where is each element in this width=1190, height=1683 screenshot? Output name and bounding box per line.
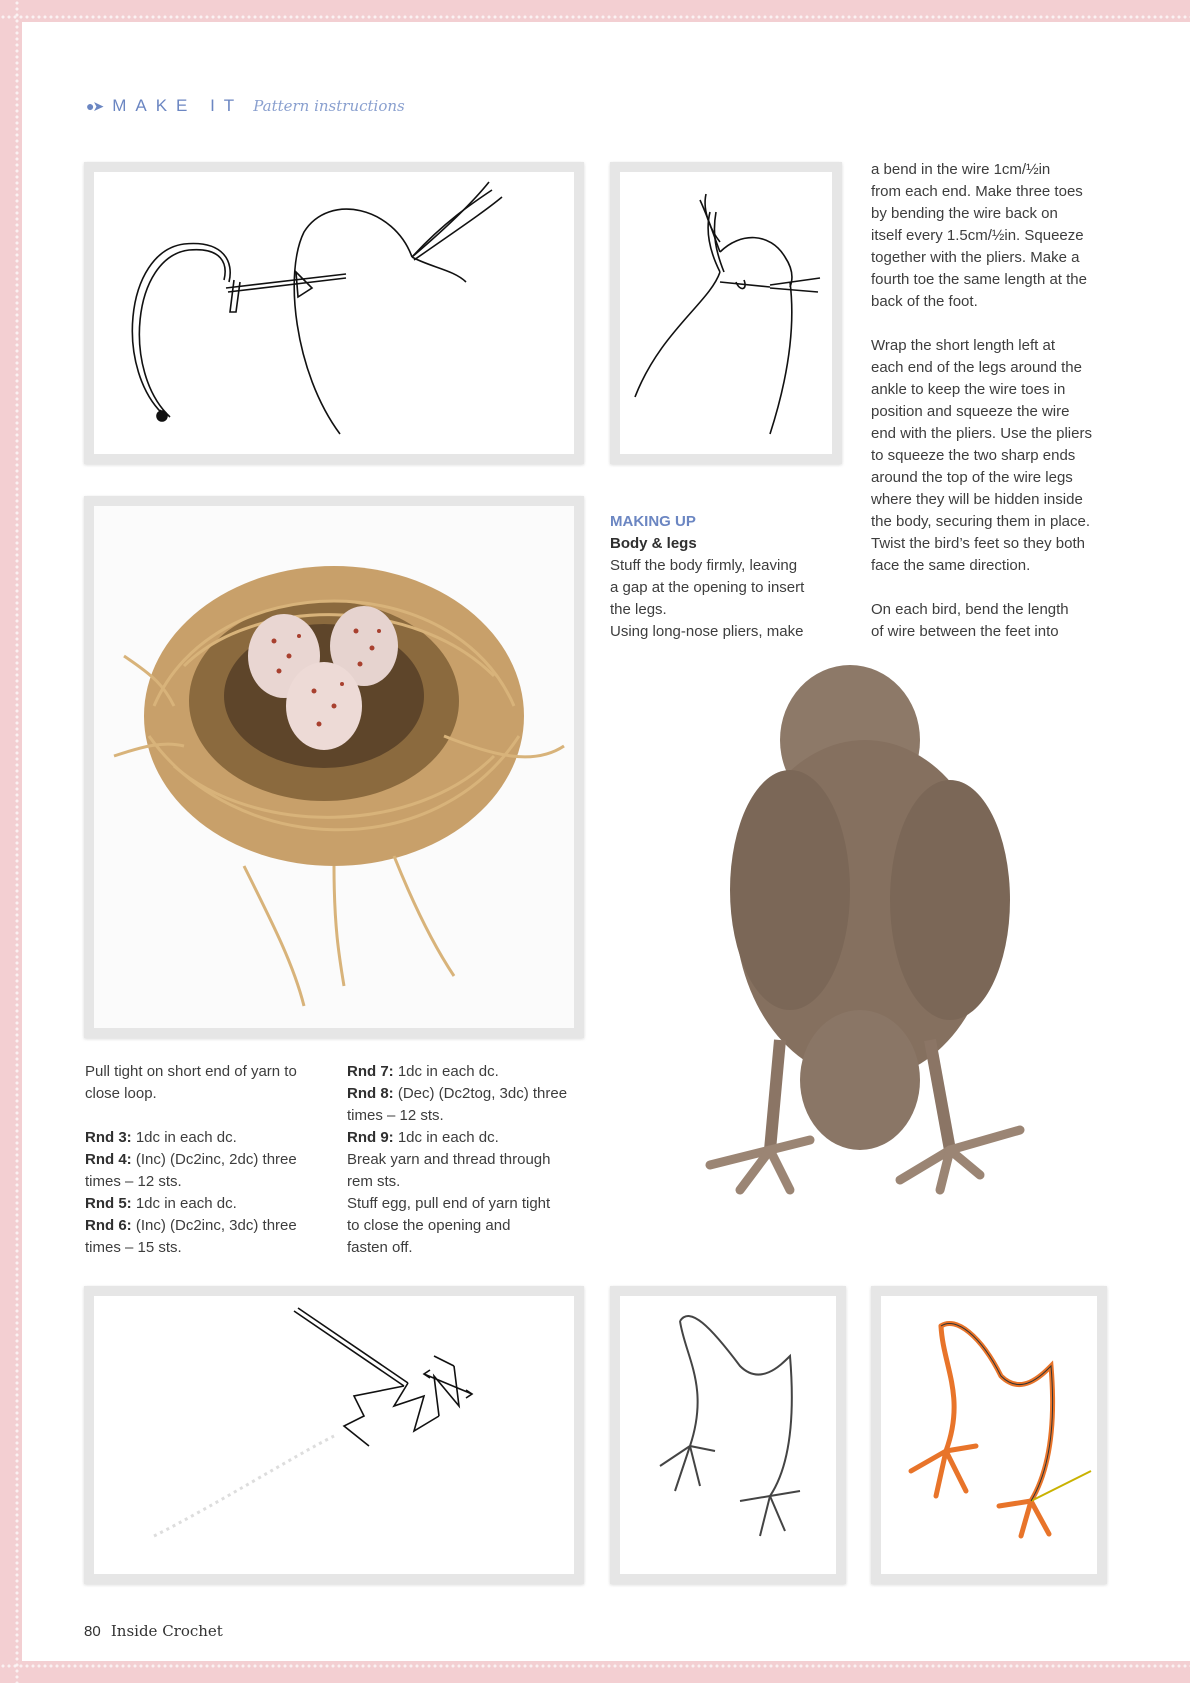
page-number: 80 — [84, 1623, 101, 1640]
round-text: fasten off. — [347, 1239, 413, 1256]
round-text: Stuff egg, pull end of yarn tight — [347, 1195, 551, 1212]
round-line — [347, 1061, 587, 1083]
paragraph-bend-wire — [871, 159, 1161, 313]
round-label: Rnd 8: — [347, 1085, 394, 1102]
text-line: from each end. Make three toes — [871, 183, 1083, 200]
round-label: Rnd 7: — [347, 1063, 394, 1080]
round-line — [85, 1237, 325, 1259]
egg-instructions-col1 — [85, 1061, 325, 1259]
photo-crochet-bird — [680, 660, 1060, 1260]
text-line: Pull tight on short end of yarn to — [85, 1063, 297, 1080]
round-line — [347, 1149, 587, 1171]
round-text: to close the opening and — [347, 1217, 511, 1234]
round-line — [347, 1215, 587, 1237]
text-line: the body, securing them in place. — [871, 513, 1091, 530]
text-line: itself every 1.5cm/½in. Squeeze — [871, 227, 1084, 244]
text-line: Wrap the short length left at — [871, 337, 1055, 354]
round-text: times – 12 sts. — [85, 1173, 182, 1190]
page-footer — [84, 1622, 223, 1640]
egg-intro-paragraph — [85, 1061, 325, 1105]
decorative-border-bottom — [0, 1663, 1190, 1669]
text-line: where they will be hidden inside — [871, 491, 1083, 508]
decorative-border-left — [14, 0, 20, 1683]
text-line: Stuff the body firmly, leaving — [610, 557, 798, 574]
text-line: to squeeze the two sharp ends — [871, 447, 1076, 464]
wire-legs-drawing — [620, 1296, 836, 1574]
making-up-paragraph — [610, 555, 840, 643]
orange-wire-legs-drawing — [881, 1296, 1097, 1574]
round-label: Rnd 3: — [85, 1129, 132, 1146]
round-label: Rnd 5: — [85, 1195, 132, 1212]
text-line: by bending the wire back on — [871, 205, 1058, 222]
round-text: 1dc in each dc. — [393, 1063, 499, 1080]
egg-rounds-3-6 — [85, 1127, 325, 1259]
round-text: 1dc in each dc. — [393, 1129, 499, 1146]
round-line — [85, 1193, 325, 1215]
round-line — [347, 1105, 587, 1127]
round-line — [347, 1237, 587, 1259]
crochet-bird-illustration — [680, 660, 1060, 1260]
text-line: of wire between the feet into — [871, 623, 1059, 640]
section-subtitle: Pattern instructions — [253, 97, 405, 115]
arrow-bullet-icon: ●➤ — [86, 98, 103, 114]
round-text: times – 15 sts. — [85, 1239, 182, 1256]
round-line — [347, 1193, 587, 1215]
paragraph-bend-length — [871, 599, 1161, 643]
egg-instructions-col2 — [347, 1061, 587, 1259]
figure-wire-legs-wrapped — [871, 1286, 1107, 1584]
round-line — [85, 1215, 325, 1237]
round-line — [347, 1127, 587, 1149]
round-line — [85, 1149, 325, 1171]
round-text: (Dec) (Dc2tog, 3dc) three — [393, 1085, 568, 1102]
text-line: Twist the bird’s feet so they both — [871, 535, 1086, 552]
text-line: position and squeeze the wire — [871, 403, 1070, 420]
round-text: 1dc in each dc. — [131, 1129, 237, 1146]
text-line: together with the pliers. Make a — [871, 249, 1080, 266]
round-text: rem sts. — [347, 1173, 401, 1190]
text-line: face the same direction. — [871, 557, 1031, 574]
round-line — [347, 1171, 587, 1193]
round-text: (Inc) (Dc2inc, 2dc) three — [131, 1151, 297, 1168]
wire-bird-wrap-drawing — [620, 172, 832, 454]
round-label: Rnd 6: — [85, 1217, 132, 1234]
text-line: a bend in the wire 1cm/½in — [871, 161, 1051, 178]
text-line: end with the pliers. Use the pliers — [871, 425, 1092, 442]
text-line: ankle to keep the wire toes in — [871, 381, 1066, 398]
round-text: (Inc) (Dc2inc, 3dc) three — [131, 1217, 297, 1234]
text-line: around the top of the wire legs — [871, 469, 1073, 486]
body-legs-subheading: Body & legs — [610, 535, 697, 552]
wire-bird-pliers-drawing — [94, 172, 574, 454]
round-label: Rnd 9: — [347, 1129, 394, 1146]
text-line: back of the foot. — [871, 293, 978, 310]
round-line — [347, 1083, 587, 1105]
text-line: fourth toe the same length at the — [871, 271, 1087, 288]
magazine-title: Inside Crochet — [110, 1622, 223, 1640]
text-line: each end of the legs around the — [871, 359, 1082, 376]
round-text: 1dc in each dc. — [131, 1195, 237, 1212]
round-text: times – 12 sts. — [347, 1107, 444, 1124]
making-up-heading: MAKING UP — [610, 513, 696, 530]
egg-rounds-7-9 — [347, 1061, 587, 1259]
text-line: On each bird, bend the length — [871, 601, 1069, 618]
round-line — [85, 1171, 325, 1193]
figure-wire-bird-wrap — [610, 162, 842, 464]
figure-wire-bird-pliers — [84, 162, 584, 464]
decorative-border-top — [0, 14, 1190, 20]
nest-illustration — [94, 506, 574, 1028]
wire-foot-drawing — [94, 1296, 574, 1574]
section-header — [86, 96, 405, 116]
section-title: MAKE IT — [112, 96, 244, 115]
text-line: a gap at the opening to insert — [610, 579, 805, 596]
round-label: Rnd 4: — [85, 1151, 132, 1168]
text-line: the legs. — [610, 601, 667, 618]
figure-wire-legs — [610, 1286, 846, 1584]
text-line: close loop. — [85, 1085, 157, 1102]
instructions-right-column — [871, 159, 1161, 643]
round-line — [85, 1127, 325, 1149]
figure-wire-foot-bending — [84, 1286, 584, 1584]
round-text: Break yarn and thread through — [347, 1151, 551, 1168]
making-up-section — [610, 511, 840, 643]
text-line: Using long-nose pliers, make — [610, 623, 804, 640]
paragraph-wrap-ankle — [871, 335, 1161, 577]
photo-nest-with-eggs — [84, 496, 584, 1038]
